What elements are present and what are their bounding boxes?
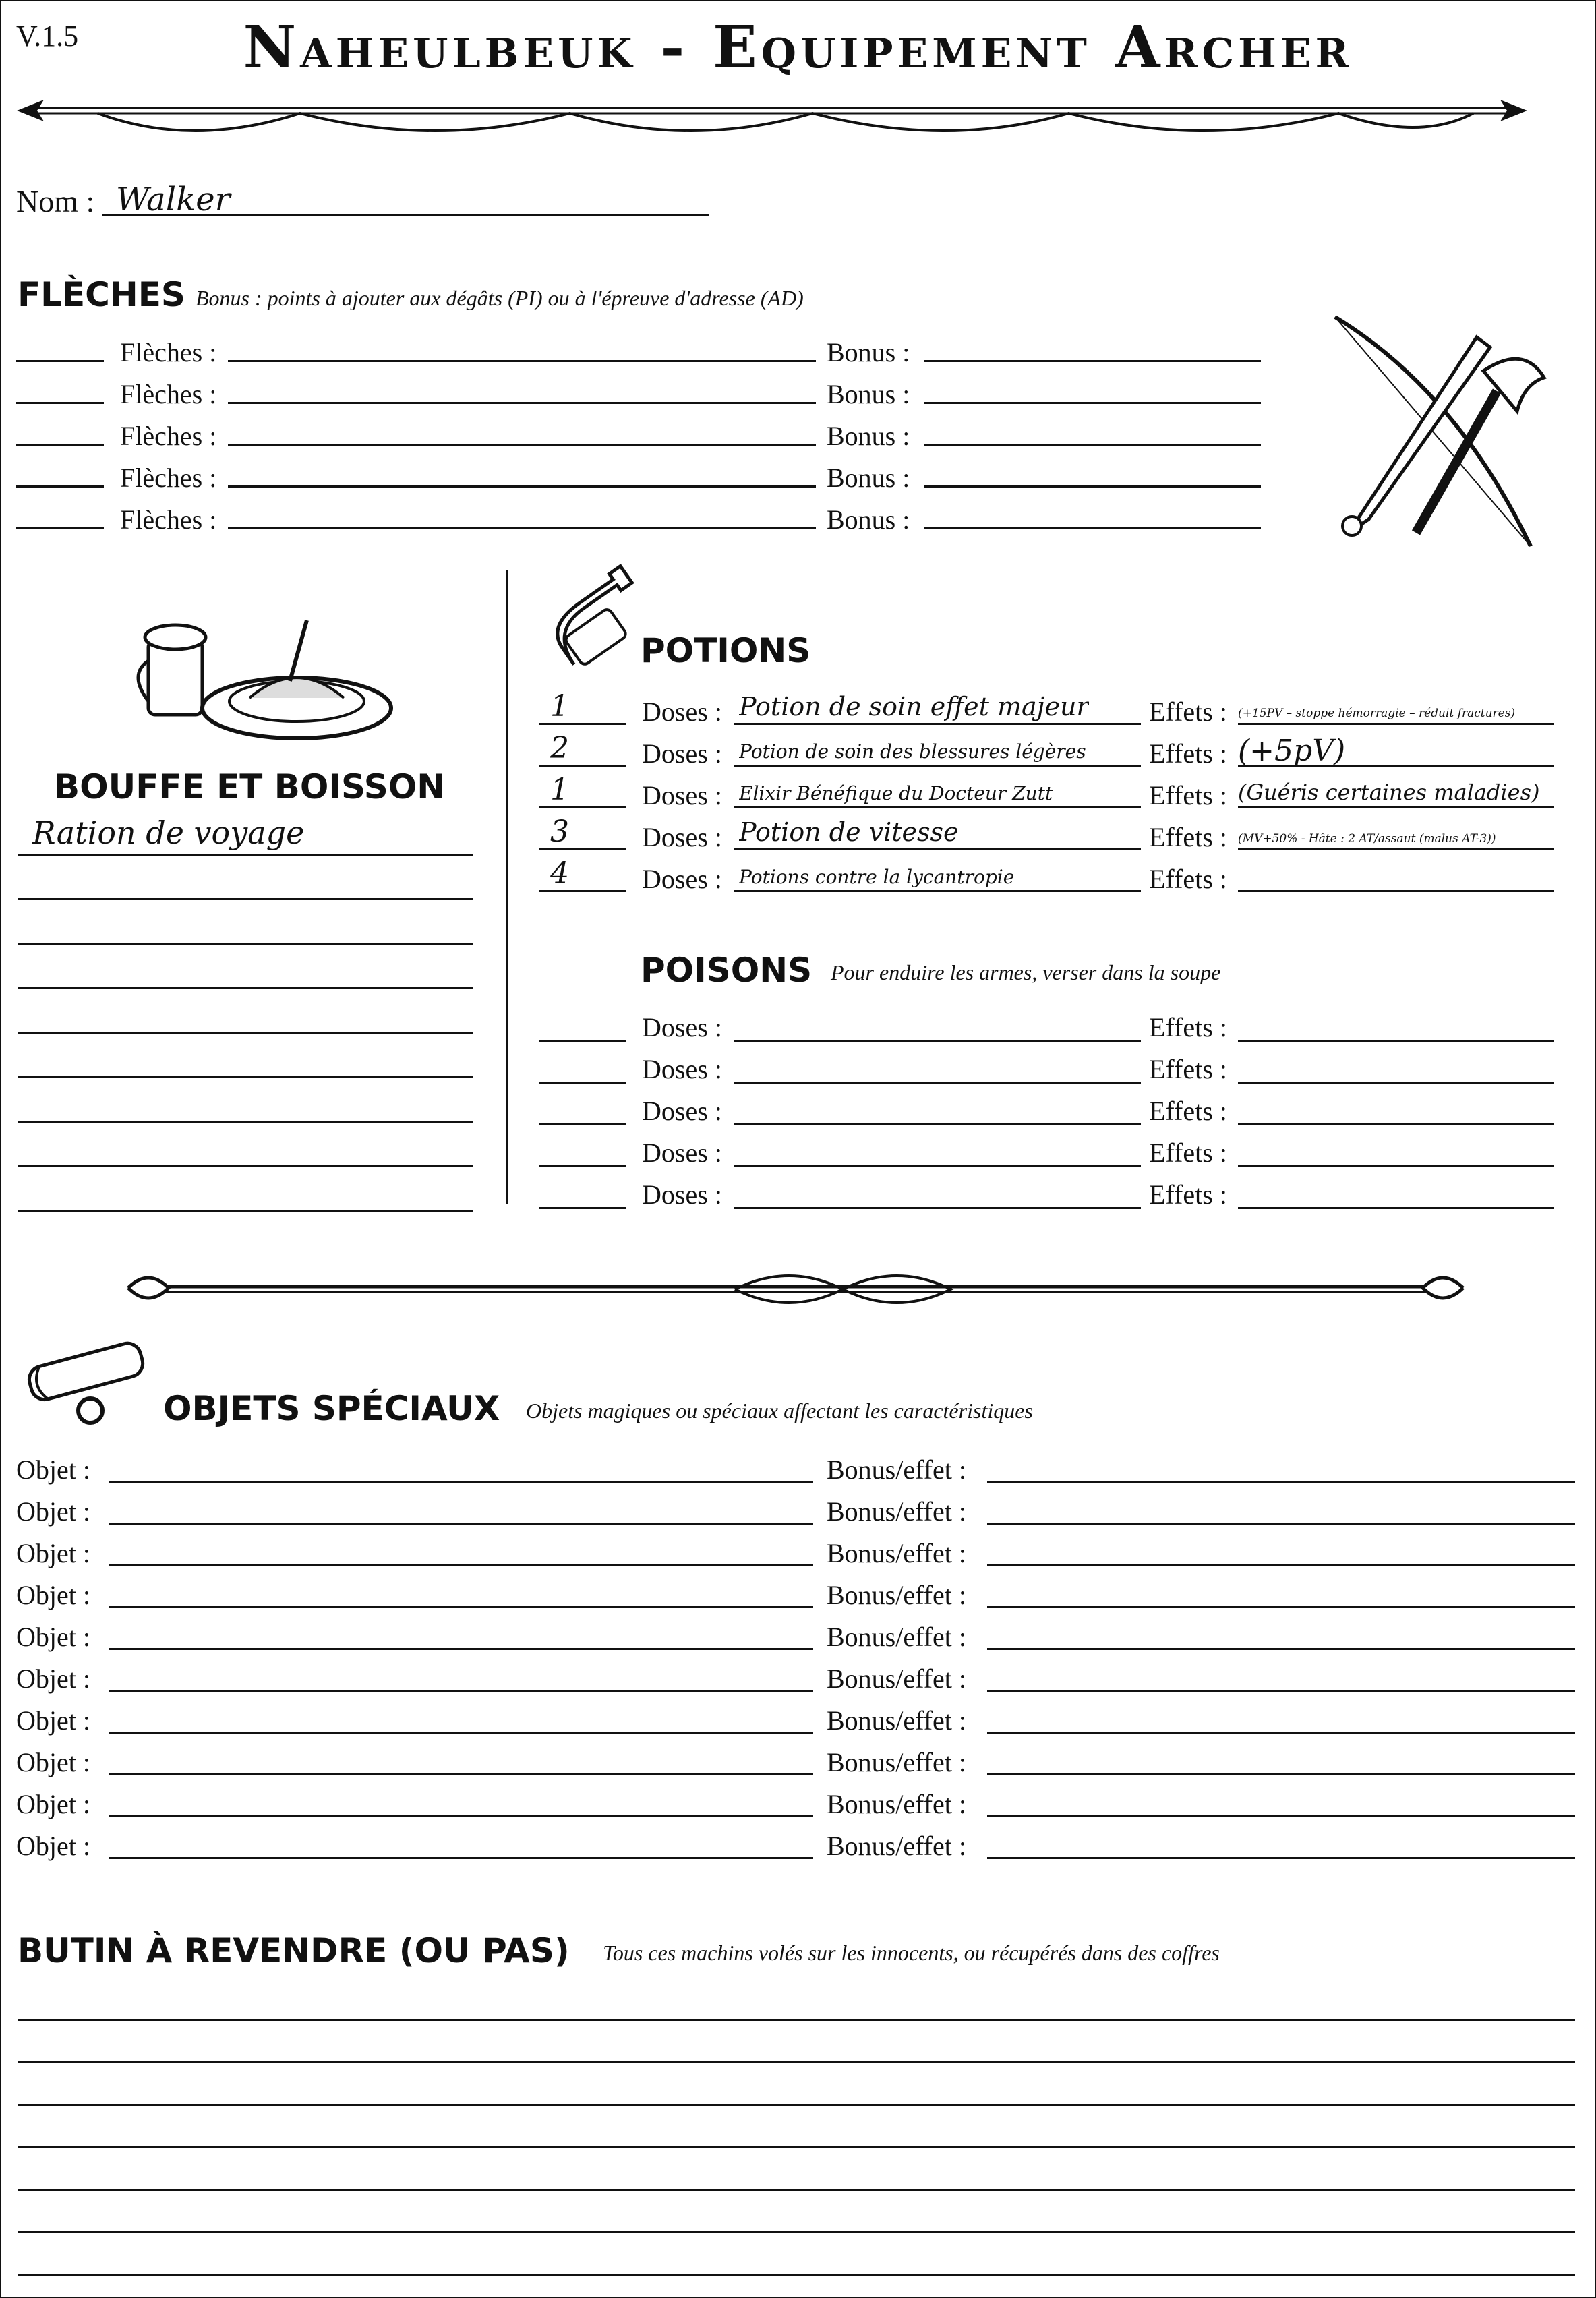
potion-name-line[interactable] [734, 806, 1141, 808]
bouffe-line[interactable] [18, 1121, 473, 1123]
fleche-label: Flèches : [120, 337, 217, 367]
potion-effect-line[interactable] [1238, 806, 1554, 808]
objet-bonus-line[interactable] [987, 1523, 1575, 1525]
objet-bonus-label: Bonus/effet : [827, 1747, 967, 1777]
objet-bonus-line[interactable] [987, 1690, 1575, 1692]
objet-label: Objet : [16, 1496, 90, 1527]
bouffe-line[interactable] [18, 1032, 473, 1034]
scroll-ring-icon [16, 1342, 158, 1430]
potion-name[interactable]: Potions contre la lycantropie [739, 866, 1015, 888]
potion-effect-line[interactable] [1238, 890, 1554, 892]
version-label: V.1.5 [16, 20, 79, 53]
potion-name-line[interactable] [734, 765, 1141, 767]
fleche-label: Flèches : [120, 379, 217, 409]
poison-name-line[interactable] [734, 1207, 1141, 1209]
potion-name[interactable]: Potion de vitesse [739, 817, 959, 847]
potion-qty[interactable]: 1 [550, 773, 569, 807]
poison-effets-label: Effets : [1149, 1054, 1227, 1084]
bouffe-line[interactable] [18, 1076, 473, 1078]
objet-label: Objet : [16, 1705, 90, 1736]
fleche-bonus-line[interactable] [924, 402, 1261, 404]
objet-bonus-label: Bonus/effet : [827, 1789, 967, 1819]
objet-name-line[interactable] [109, 1481, 813, 1483]
potion-effect-line[interactable] [1238, 848, 1554, 850]
objet-bonus-line[interactable] [987, 1481, 1575, 1483]
fleche-qty-line[interactable] [16, 527, 104, 529]
bouffe-title: BOUFFE ET BOISSON [54, 767, 446, 806]
fleche-qty-line[interactable] [16, 360, 104, 362]
potion-qty[interactable]: 4 [550, 856, 569, 891]
poison-effets-label: Effets : [1149, 1012, 1227, 1042]
potion-doses-label: Doses : [642, 822, 722, 852]
objet-bonus-line[interactable] [987, 1606, 1575, 1608]
fleche-bonus-label: Bonus : [827, 379, 910, 409]
poison-effect-line[interactable] [1238, 1165, 1554, 1167]
potion-effets-label: Effets : [1149, 864, 1227, 894]
butin-line[interactable] [18, 2274, 1575, 2276]
objet-label: Objet : [16, 1622, 90, 1652]
objet-label: Objet : [16, 1580, 90, 1610]
objet-name-line[interactable] [109, 1523, 813, 1525]
potion-name-line[interactable] [734, 848, 1141, 850]
poison-effect-line[interactable] [1238, 1082, 1554, 1084]
objet-label: Objet : [16, 1663, 90, 1694]
weapons-icon [1322, 310, 1564, 553]
poison-effect-line[interactable] [1238, 1040, 1554, 1042]
objet-name-line[interactable] [109, 1815, 813, 1817]
poison-doses-label: Doses : [642, 1096, 722, 1126]
poison-effets-label: Effets : [1149, 1179, 1227, 1210]
fleche-bonus-label: Bonus : [827, 421, 910, 451]
fleche-bonus-label: Bonus : [827, 337, 910, 367]
objet-bonus-line[interactable] [987, 1773, 1575, 1775]
potion-effets-label: Effets : [1149, 822, 1227, 852]
fleche-bonus-line[interactable] [924, 444, 1261, 446]
butin-line[interactable] [18, 2019, 1575, 2021]
potion-effect[interactable]: (MV+50% - Hâte : 2 AT/assaut (malus AT-3)) [1238, 832, 1496, 846]
poison-doses-label: Doses : [642, 1012, 722, 1042]
objet-label: Objet : [16, 1831, 90, 1861]
potion-name[interactable]: Elixir Bénéfique du Docteur Zutt [739, 782, 1053, 804]
poison-doses-label: Doses : [642, 1179, 722, 1210]
objet-bonus-line[interactable] [987, 1564, 1575, 1566]
potion-effect[interactable]: (+5pV) [1238, 734, 1346, 768]
bouffe-line[interactable] [18, 898, 473, 900]
bouffe-line[interactable] [18, 943, 473, 945]
poisons-title: POISONS [641, 951, 812, 990]
page-title: Naheulbeuk - Equipement Archer [243, 13, 1353, 82]
fleche-name-line[interactable] [228, 485, 816, 488]
objet-label: Objet : [16, 1747, 90, 1777]
objet-label: Objet : [16, 1789, 90, 1819]
fleches-subtitle: Bonus : points à ajouter aux dégâts (PI) ou à l'épreuve d'adresse (AD) [196, 286, 804, 310]
objet-bonus-line[interactable] [987, 1857, 1575, 1859]
butin-line[interactable] [18, 2061, 1575, 2063]
objet-bonus-line[interactable] [987, 1815, 1575, 1817]
objet-bonus-line[interactable] [987, 1732, 1575, 1734]
objet-bonus-label: Bonus/effet : [827, 1705, 967, 1736]
objet-label: Objet : [16, 1538, 90, 1568]
fleche-name-line[interactable] [228, 360, 816, 362]
potion-name[interactable]: Potion de soin effet majeur [739, 692, 1089, 721]
potion-effets-label: Effets : [1149, 738, 1227, 769]
potion-name[interactable]: Potion de soin des blessures légères [739, 740, 1086, 763]
fleche-qty-line[interactable] [16, 485, 104, 488]
objet-label: Objet : [16, 1454, 90, 1485]
fleche-qty-line[interactable] [16, 402, 104, 404]
potion-doses-label: Doses : [642, 738, 722, 769]
fleche-bonus-line[interactable] [924, 527, 1261, 529]
butin-title: BUTIN À REVENDRE (OU PAS) [18, 1931, 570, 1970]
staff-divider-icon [128, 1261, 1463, 1315]
fleche-name-line[interactable] [228, 402, 816, 404]
fleche-label: Flèches : [120, 421, 217, 451]
potion-effect[interactable]: (+15PV – stoppe hémorragie – réduit fractures) [1238, 707, 1516, 720]
objet-name-line[interactable] [109, 1564, 813, 1566]
fleche-bonus-line[interactable] [924, 485, 1261, 488]
fleche-qty-line[interactable] [16, 444, 104, 446]
objet-bonus-label: Bonus/effet : [827, 1622, 967, 1652]
potion-effets-label: Effets : [1149, 697, 1227, 727]
potion-effets-label: Effets : [1149, 780, 1227, 811]
poison-doses-label: Doses : [642, 1054, 722, 1084]
banner-arrow-icon [17, 88, 1527, 148]
butin-line[interactable] [18, 2104, 1575, 2106]
fleche-bonus-line[interactable] [924, 360, 1261, 362]
potion-doses-label: Doses : [642, 780, 722, 811]
poison-name-line[interactable] [734, 1123, 1141, 1125]
poison-name-line[interactable] [734, 1082, 1141, 1084]
objet-name-line[interactable] [109, 1648, 813, 1650]
potion-name-line[interactable] [734, 723, 1141, 725]
objet-bonus-label: Bonus/effet : [827, 1538, 967, 1568]
poisons-subtitle: Pour enduire les armes, verser dans la soupe [831, 960, 1221, 984]
potion-qty[interactable]: 2 [550, 731, 569, 765]
objets-title: OBJETS SPÉCIAUX [163, 1389, 500, 1428]
poison-effect-line[interactable] [1238, 1123, 1554, 1125]
potion-effect[interactable]: (Guéris certaines maladies) [1238, 779, 1540, 805]
objet-name-line[interactable] [109, 1690, 813, 1692]
poison-effets-label: Effets : [1149, 1138, 1227, 1168]
objet-name-line[interactable] [109, 1732, 813, 1734]
potion-doses-label: Doses : [642, 864, 722, 894]
fleches-title: FLÈCHES [18, 275, 185, 314]
poison-qty-line[interactable] [539, 1165, 626, 1167]
poison-qty-line[interactable] [539, 1123, 626, 1125]
poison-qty-line[interactable] [539, 1207, 626, 1209]
objet-bonus-line[interactable] [987, 1648, 1575, 1650]
name-field[interactable]: Walker [116, 181, 231, 218]
objet-name-line[interactable] [109, 1857, 813, 1859]
potions-title: POTIONS [641, 631, 811, 670]
objet-name-line[interactable] [109, 1606, 813, 1608]
objet-bonus-label: Bonus/effet : [827, 1496, 967, 1527]
bouffe-item[interactable]: Ration de voyage [32, 815, 305, 851]
bouffe-line[interactable] [18, 1165, 473, 1167]
fleche-bonus-label: Bonus : [827, 463, 910, 493]
potion-qty[interactable]: 1 [550, 689, 569, 724]
potion-name-line[interactable] [734, 890, 1141, 892]
objet-name-line[interactable] [109, 1773, 813, 1775]
poison-effets-label: Effets : [1149, 1096, 1227, 1126]
name-label: Nom : [16, 184, 95, 218]
poison-qty-line[interactable] [539, 1040, 626, 1042]
fleche-name-line[interactable] [228, 527, 816, 529]
fleche-label: Flèches : [120, 504, 217, 535]
bouffe-line[interactable] [18, 1210, 473, 1212]
objets-subtitle: Objets magiques ou spéciaux affectant les caractéristiques [526, 1398, 1033, 1423]
objet-bonus-label: Bonus/effet : [827, 1831, 967, 1861]
fleche-bonus-label: Bonus : [827, 504, 910, 535]
potion-doses-label: Doses : [642, 697, 722, 727]
butin-line[interactable] [18, 2146, 1575, 2148]
bouffe-line[interactable] [18, 987, 473, 989]
poison-name-line[interactable] [734, 1165, 1141, 1167]
column-divider [506, 570, 508, 1204]
fleche-name-line[interactable] [228, 444, 816, 446]
objet-bonus-label: Bonus/effet : [827, 1580, 967, 1610]
potion-qty[interactable]: 3 [550, 815, 569, 849]
objet-bonus-label: Bonus/effet : [827, 1663, 967, 1694]
food-icon [142, 607, 398, 742]
butin-line[interactable] [18, 2231, 1575, 2233]
objet-bonus-label: Bonus/effet : [827, 1454, 967, 1485]
fleche-label: Flèches : [120, 463, 217, 493]
potion-effect-line[interactable] [1238, 723, 1554, 725]
poison-qty-line[interactable] [539, 1082, 626, 1084]
butin-line[interactable] [18, 2189, 1575, 2191]
poison-effect-line[interactable] [1238, 1207, 1554, 1209]
poison-name-line[interactable] [734, 1040, 1141, 1042]
poison-doses-label: Doses : [642, 1138, 722, 1168]
bouffe-line[interactable] [18, 854, 473, 856]
butin-subtitle: Tous ces machins volés sur les innocents, ou récupérés dans des coffres [603, 1941, 1220, 1965]
